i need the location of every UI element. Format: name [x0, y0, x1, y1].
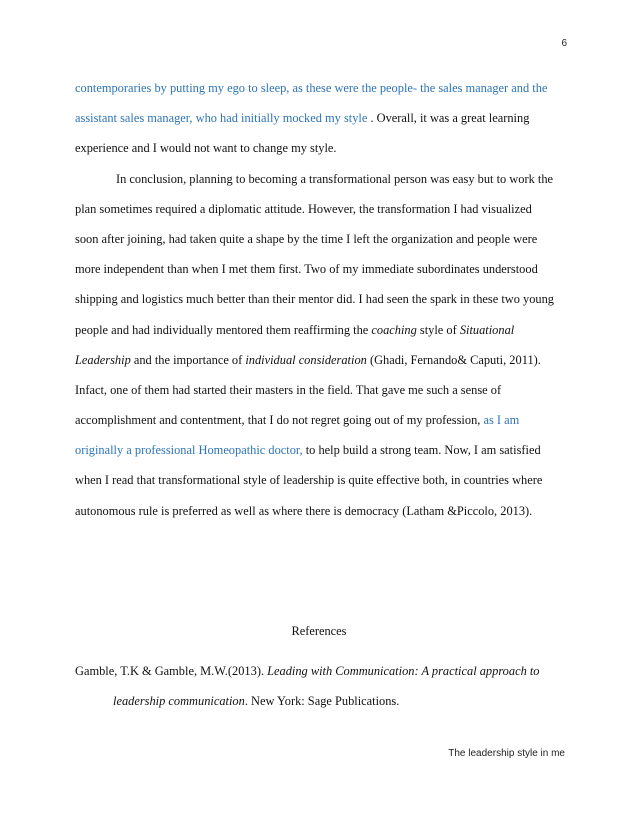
- reference-publisher: . New York: Sage Publications.: [244, 694, 400, 709]
- reference-entry: [75, 656, 575, 716]
- highlighted-text: as I am: [483, 413, 520, 428]
- reference-title: Leading with Communication: A practical approach to: [267, 664, 540, 678]
- paragraph-2-line-8: Infact, one of them had started their masters in the field. That gave me such a sense of: [75, 382, 502, 397]
- text-run: to help build a strong team. Now, I am satisfied: [302, 443, 541, 458]
- reference-title-continued: leadership communication: [113, 694, 245, 709]
- paragraph-2-line-4: more independent than when I met them first. Two of my immediate subordinates understood: [75, 262, 538, 277]
- running-head-footer: The leadership style in me: [448, 748, 565, 759]
- paragraph-2-line-6: [75, 315, 575, 345]
- italic-term-leadership: Leadership: [75, 352, 131, 367]
- paragraph-2-line-11: when I read that transformational style of leadership is quite effective both, in countries where: [75, 473, 543, 488]
- reference-line-1: [75, 656, 575, 686]
- text-run: style of: [416, 322, 460, 337]
- paragraph-1-line-3: experience and I would not want to change my style.: [75, 141, 337, 156]
- italic-term-individual-consideration: individual consideration: [245, 352, 367, 367]
- text-run: . Overall, it was a great learning: [367, 111, 530, 126]
- paragraph-2-line-12: autonomous rule is preferred as well as where there is democracy (Latham &Piccolo, 2013).: [75, 503, 533, 518]
- paragraph-2-line-3: soon after joining, had taken quite a shape by the time I left the organization and people were: [75, 231, 538, 246]
- body-text: [75, 73, 575, 526]
- reference-line-2: [75, 686, 575, 716]
- text-run: accomplishment and contentment, that I do not regret going out of my profession,: [75, 413, 484, 428]
- paragraph-2-line-10: [75, 435, 575, 465]
- references-heading: References: [291, 624, 347, 638]
- italic-term-coaching: coaching: [371, 322, 417, 337]
- paragraph-2-line-2: plan sometimes required a diplomatic attitude. However, the transformation I had visualized: [75, 201, 532, 216]
- reference-authors: Gamble, T.K & Gamble, M.W.(2013).: [75, 664, 268, 678]
- text-run: and the importance of: [130, 352, 246, 367]
- paragraph-2-line-7: [75, 345, 575, 375]
- paragraph-1-line-1: contemporaries by putting my ego to sleep, as these were the people- the sales manager and the: [75, 81, 548, 95]
- paragraph-1-line-2: [75, 103, 575, 133]
- text-run: people and had individually mentored them reaffirming the: [75, 322, 372, 337]
- highlighted-text: originally a professional Homeopathic doctor,: [75, 443, 303, 458]
- citation: (Ghadi, Fernando& Caputi, 2011).: [366, 352, 541, 367]
- highlighted-text: assistant sales manager, who had initially mocked my style: [75, 111, 368, 126]
- page-number: 6: [561, 38, 567, 49]
- paragraph-2-line-5: shipping and logistics much better than their mentor did. I had seen the spark in these two young: [75, 292, 555, 307]
- italic-term-situational: Situational: [459, 322, 515, 337]
- paragraph-2-line-1: In conclusion, planning to becoming a transformational person was easy but to work the: [116, 171, 554, 186]
- paragraph-2-line-9: [75, 405, 575, 435]
